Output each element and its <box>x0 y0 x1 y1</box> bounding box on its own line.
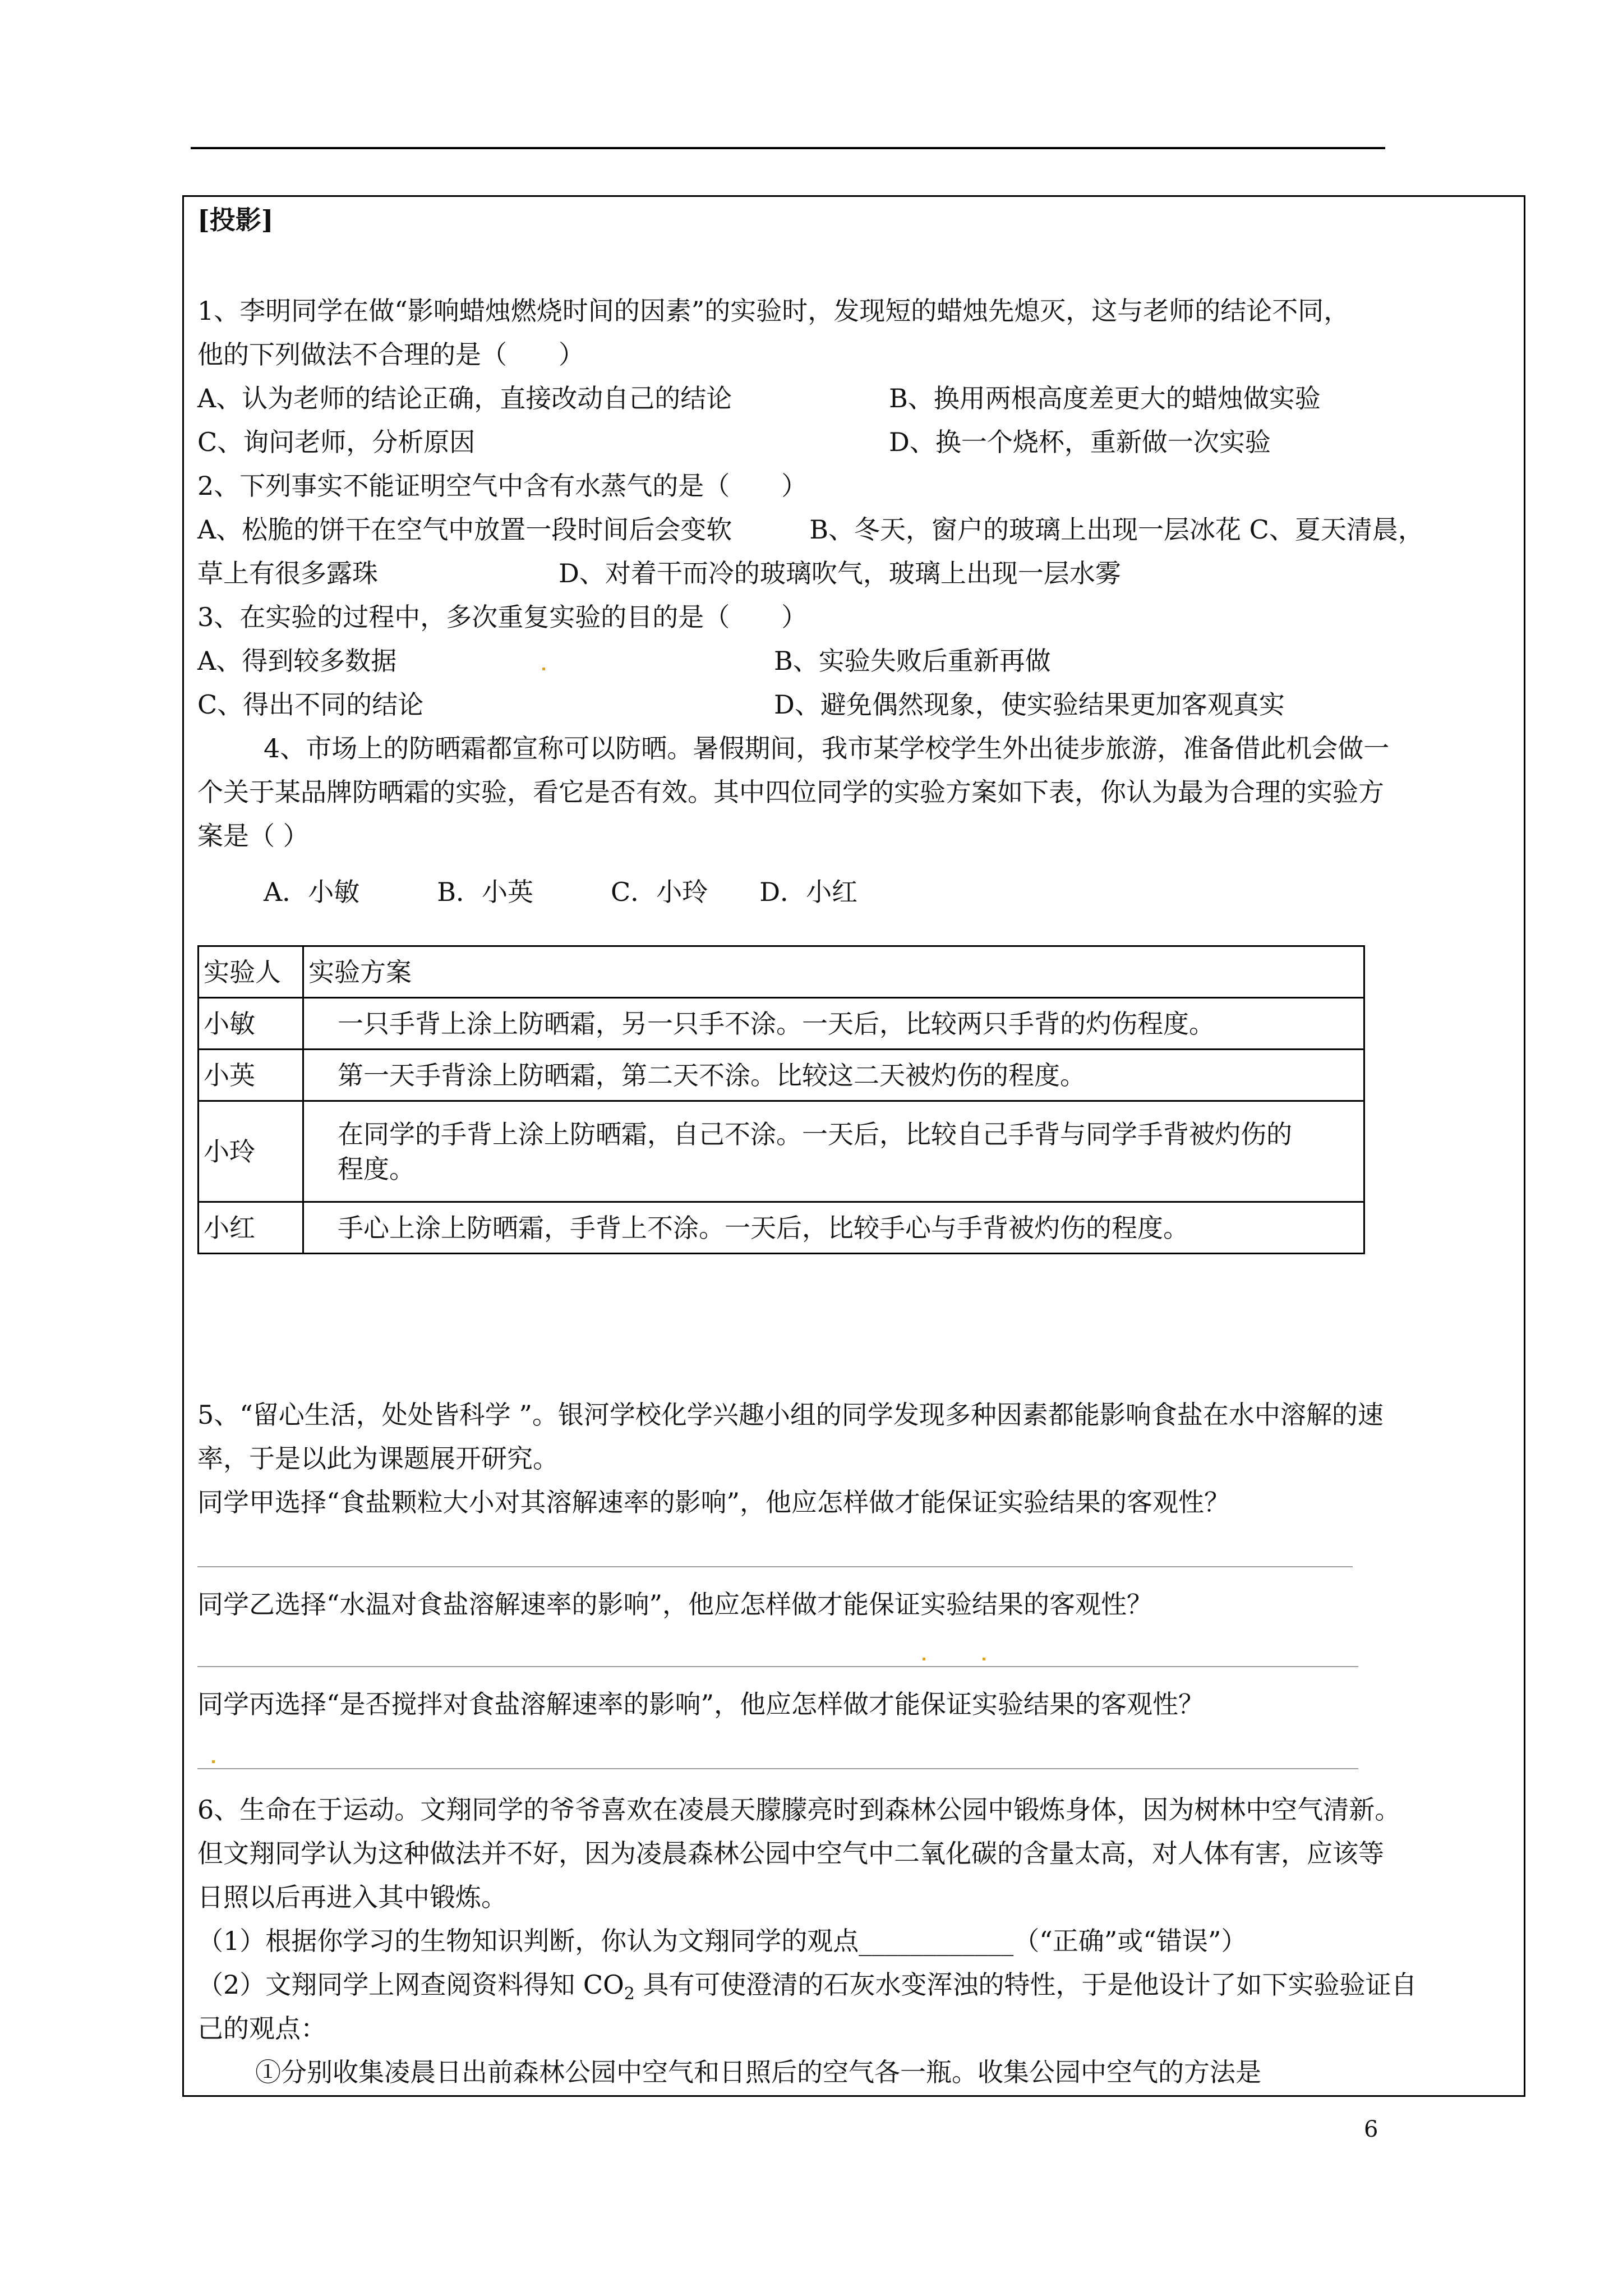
q5-student-yi: 同学乙选择“水温对食盐溶解速率的影响”，他应怎样做才能保证实验结果的客观性？ <box>197 1589 1153 1619</box>
q1-option-c: C、询问老师，分析原因 <box>197 427 476 457</box>
answer-line <box>197 1666 1358 1667</box>
q1-option-d: D、换一个烧杯，重新做一次实验 <box>889 427 1271 457</box>
q1-option-a: A、认为老师的结论正确，直接改动自己的结论 <box>197 383 732 413</box>
q4-stem-line3: 案是（ ） <box>197 821 309 851</box>
table-cell-plan: 在同学的手背上涂上防晒霜，自己不涂。一天后，比较自己手背与同学手背被灼伤的程度。 <box>303 1101 1364 1202</box>
stray-mark <box>923 1658 925 1660</box>
q5-stem-line2: 率，于是以此为课题展开研究。 <box>197 1443 559 1474</box>
q6-part2-text-cont: 具有可使澄清的石灰水变浑浊的特性，于是他设计了如下实验验证自 <box>634 1970 1417 2000</box>
table-cell-plan: 一只手背上涂上防晒霜，另一只手不涂。一天后，比较两只手背的灼伤程度。 <box>303 998 1364 1050</box>
table-row <box>199 998 1364 1050</box>
q4-stem-line2: 个关于某品牌防晒霜的实验，看它是否有效。其中四位同学的实验方案如下表，你认为最为合理的实验方 <box>197 777 1384 807</box>
table-cell-plan: 手心上涂上防晒霜，手背上不涂。一天后，比较手心与手背被灼伤的程度。 <box>303 1202 1364 1254</box>
table-header-plan: 实验方案 <box>303 946 1364 998</box>
table-cell-person: 小玲 <box>199 1101 303 1202</box>
table-header-person: 实验人 <box>199 946 303 998</box>
table-header-row <box>199 946 1364 998</box>
q1-stem-line2: 他的下列做法不合理的是（ ） <box>197 339 584 370</box>
q5-student-bing: 同学丙选择“是否搅拌对食盐溶解速率的影响”，他应怎样做才能保证实验结果的客观性？ <box>197 1689 1205 1719</box>
q6-part2-line2: 己的观点： <box>197 2013 326 2044</box>
stray-mark <box>983 1658 985 1660</box>
table-row <box>199 1202 1364 1254</box>
table-row <box>199 1050 1364 1101</box>
answer-line <box>197 1768 1358 1769</box>
q5-stem-line1: 5、“留心生活，处处皆科学 ”。银河学校化学兴趣小组的同学发现多种因素都能影响食盐在水中溶解的速 <box>197 1400 1384 1430</box>
q3-stem: 3、在实验的过程中，多次重复实验的目的是（ ） <box>197 602 808 632</box>
q4-stem-line1: 4、市场上的防晒霜都宣称可以防晒。暑假期间，我市某学校学生外出徒步旅游，准备借此机会做一 <box>264 733 1390 763</box>
q6-step1: ①分别收集凌晨日出前森林公园中空气和日照后的空气各一瓶。收集公园中空气的方法是 <box>255 2057 1261 2087</box>
co2-subscript: 2 <box>624 1984 635 2004</box>
q2-options-line2: 草上有很多露珠 D、对着干而冷的玻璃吹气，玻璃上出现一层水雾 <box>197 558 1121 588</box>
q6-part2-line1 <box>197 1968 1417 2011</box>
q3-option-d: D、避免偶然现象，使实验结果更加客观真实 <box>774 689 1285 720</box>
q6-part1: （1）根据你学习的生物知识判断，你认为文翔同学的观点____________（“正确”或“错误”） <box>197 1926 1247 1956</box>
stray-mark <box>542 668 545 670</box>
q5-student-jia: 同学甲选择“食盐颗粒大小对其溶解速率的影响”，他应怎样做才能保证实验结果的客观性？ <box>197 1487 1230 1517</box>
q2-stem: 2、下列事实不能证明空气中含有水蒸气的是（ ） <box>197 471 808 501</box>
answer-line <box>197 1566 1353 1567</box>
q3-option-a: A、得到较多数据 <box>197 646 397 676</box>
table-cell-plan: 第一天手背涂上防晒霜，第二天不涂。比较这二天被灼伤的程度。 <box>303 1050 1364 1101</box>
q6-stem-line2: 但文翔同学认为这种做法并不好，因为凌晨森林公园中空气中二氧化碳的含量太高，对人体有害，应该等 <box>197 1838 1384 1869</box>
q4-options: A．小敏 B．小英 C．小玲 D．小红 <box>264 877 858 907</box>
q2-options-line1: A、松脆的饼干在空气中放置一段时间后会变软 B、冬天，窗户的玻璃上出现一层冰花 C、夏天清晨， <box>197 514 1424 545</box>
header-rule <box>191 147 1385 149</box>
stray-mark <box>212 1760 215 1763</box>
q3-option-c: C、得出不同的结论 <box>197 689 424 720</box>
q1-option-b: B、换用两根高度差更大的蜡烛做实验 <box>889 383 1321 413</box>
section-heading: [投影] <box>197 205 274 235</box>
table-cell-person: 小红 <box>199 1202 303 1254</box>
q1-stem-line1: 1、李明同学在做“影响蜡烛燃烧时间的因素”的实验时，发现短的蜡烛先熄灭，这与老师的结论不同， <box>197 296 1350 326</box>
experiment-plan-table <box>197 945 1365 1254</box>
table-cell-person: 小英 <box>199 1050 303 1101</box>
table-cell-person: 小敏 <box>199 998 303 1050</box>
table-row <box>199 1101 1364 1202</box>
q6-stem-line3: 日照以后再进入其中锻炼。 <box>197 1882 507 1912</box>
q6-part2-text: （2）文翔同学上网查阅资料得知 CO <box>197 1970 624 2000</box>
q3-option-b: B、实验失败后重新再做 <box>774 646 1051 676</box>
page-number: 6 <box>1364 2116 1378 2142</box>
q6-stem-line1: 6、生命在于运动。文翔同学的爷爷喜欢在凌晨天朦朦亮时到森林公园中锻炼身体，因为树林中空气清新。 <box>197 1795 1401 1825</box>
